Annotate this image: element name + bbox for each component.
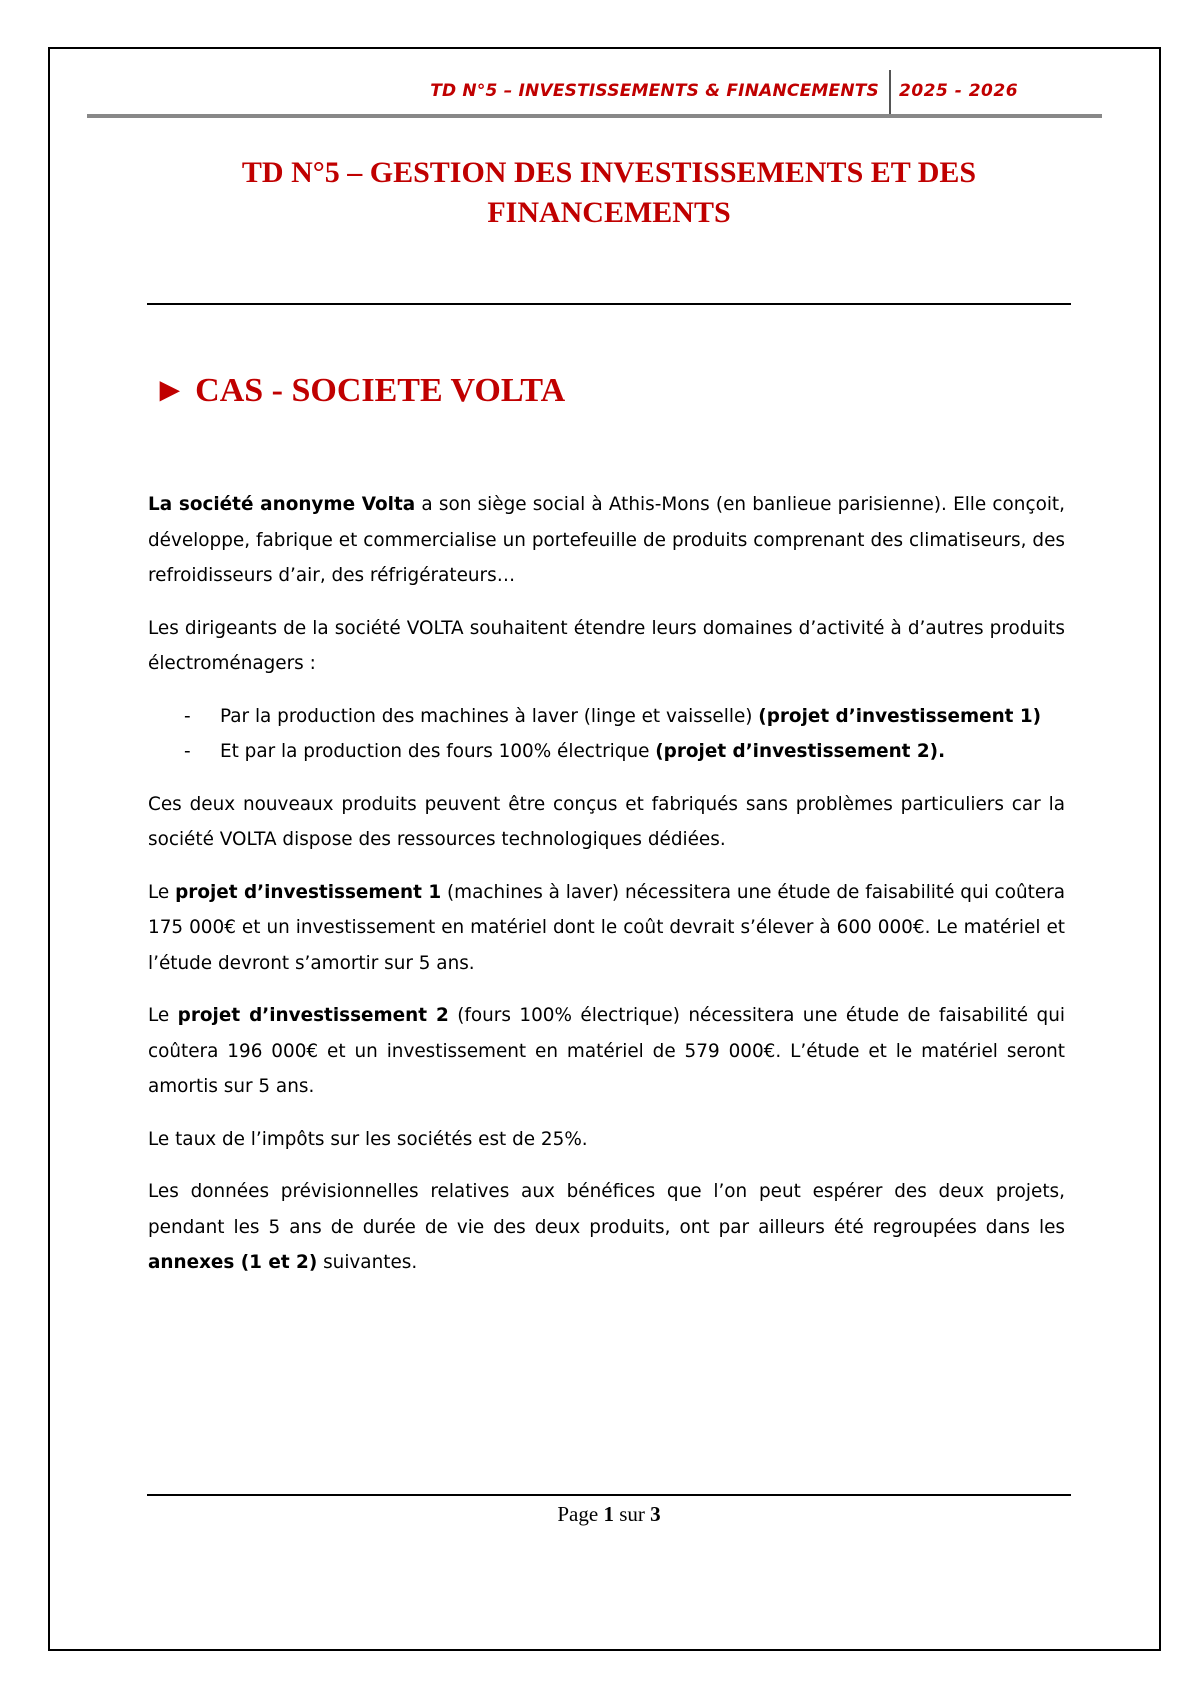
header-separator [889,70,891,116]
company-name: La société anonyme Volta [148,494,416,515]
case-heading: ► CAS - SOCIETE VOLTA [153,372,566,409]
document-title [147,153,1071,233]
document-body [148,487,1065,1298]
paragraph-annexes: Les données prévisionnelles relatives aux bénéfices que l’on peut espérer des deux projets, pendant les 5 ans de durée de vie des deux produits, ont par ailleurs été regroupées dans les annexes (1 et 2) suivantes. [148,1181,1065,1273]
project-list [148,699,1065,770]
paragraph-intro: La société anonyme Volta a son siège social à Athis-Mons (en banlieue parisienne). Elle conçoit, développe, fabrique et commercialise un portefeuille de produits comprenant des climatiseurs, des refroidisseurs d’air, des réfrigérateurs… [148,494,1065,586]
page-number: Page 1 sur 3 [557,1502,661,1526]
title-rule [147,303,1071,305]
document-title-line1: TD N°5 – GESTION DES INVESTISSEMENTS ET DES [241,156,977,189]
list-item: - Par la production des machines à laver (linge et vaisselle) (projet d’investissement 1) [220,699,1065,735]
document-title-line2: FINANCEMENTS [487,196,731,229]
header-title: TD N°5 – INVESTISSEMENTS & FINANCEMENTS [430,81,879,101]
paragraph-tax: Le taux de l’impôts sur les sociétés est de 25%. [148,1128,588,1150]
header-year: 2025 - 2026 [899,81,1019,101]
paragraph-resources: Ces deux nouveaux produits peuvent être conçus et fabriqués sans problèmes particuliers car la société VOLTA dispose des ressources technologiques dédiées. [148,793,1065,850]
paragraph-objectives: Les dirigeants de la société VOLTA souhaitent étendre leurs domaines d’activité à d’autres produits électroménagers : [148,617,1065,674]
paragraph-project-2: Le projet d’investissement 2 (fours 100% électrique) nécessitera une étude de faisabilité qui coûtera 196 000€ et un investissement en matériel de 579 000€. L’étude et le matériel seront amortis sur 5 ans. [148,1005,1065,1097]
footer-rule [147,1494,1071,1496]
header-rule [87,114,1102,118]
paragraph-project-1: Le projet d’investissement 1 (machines à laver) nécessitera une étude de faisabilité qui coûtera 175 000€ et un investissement en matériel dont le coût devrait s’élever à 600 000€. Le matériel et l’étude devront s’amortir sur 5 ans. [148,881,1065,974]
list-item: - Et par la production des fours 100% électrique (projet d’investissement 2). [220,734,1065,770]
